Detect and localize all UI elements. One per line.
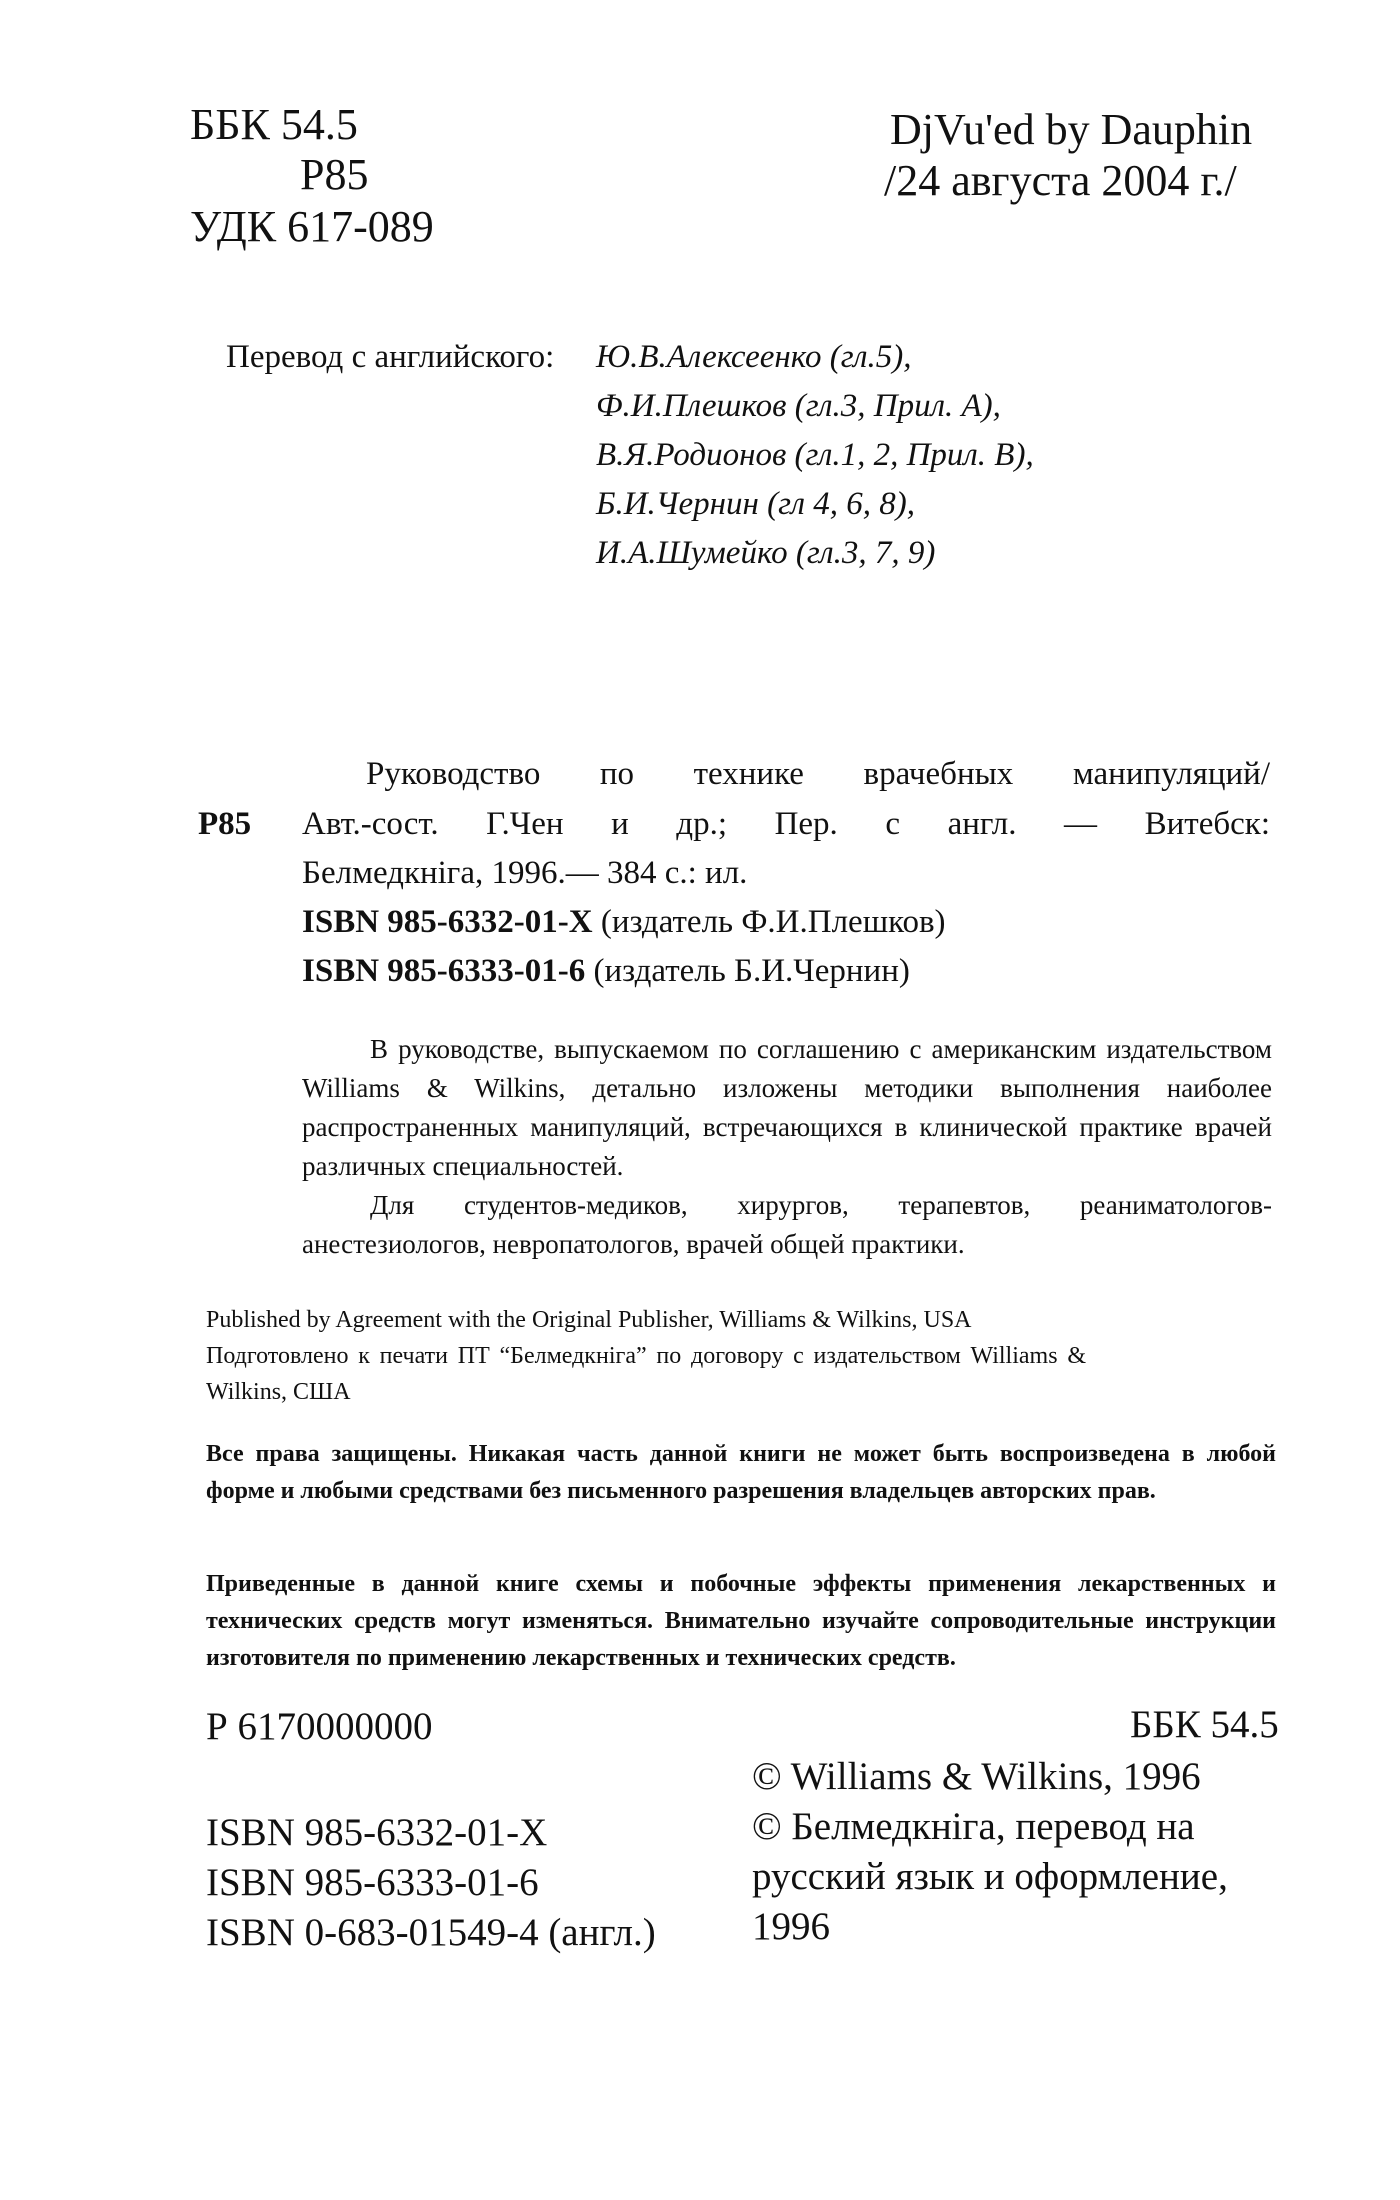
annotation-paragraph-1: В руководстве, выпускаемом по соглашению с американским издательством Williams & Wilkins, детально изложены методики выполнения наиболее распространенных манипуляций, встречающихся в клинической практике врачей различных специальностей. bbox=[302, 1034, 1272, 1181]
rights-notice: Все права защищены. Никакая часть данной книги не может быть воспроизведена в любой форме и любыми средствами без письменного разрешения владельцев авторских прав. bbox=[206, 1441, 1276, 1504]
publication-code: Р 6170000000 bbox=[206, 1705, 433, 1748]
isbn-number: ISBN 985-6333-01-6 bbox=[302, 953, 586, 989]
bibliography-line-2: Авт.-сост. Г.Чен и др.; Пер. с англ. — Витебск: bbox=[302, 806, 1270, 842]
isbn-number: ISBN 985-6332-01-X bbox=[302, 904, 593, 940]
published-by-notice: Published by Agreement with the Original Publisher, Williams & Wilkins, USA bbox=[206, 1307, 972, 1333]
translator-name: И.А.Шумейко (гл.3, 7, 9) bbox=[596, 535, 936, 571]
isbn-line-2 bbox=[302, 947, 910, 995]
copyright-belmedkniga-cont: русский язык и оформление, bbox=[752, 1855, 1228, 1898]
bibliography-line-1: Руководство по технике врачебных манипуляций/ bbox=[366, 756, 1270, 792]
translator-name: В.Я.Родионов (гл.1, 2, Прил. В), bbox=[596, 437, 1034, 473]
author-mark: Р85 bbox=[300, 150, 369, 199]
isbn-publisher: (издатель Ф.И.Плешков) bbox=[592, 904, 946, 940]
isbn-list-item: ISBN 985-6333-01-6 bbox=[206, 1861, 539, 1904]
bbk-code: ББК 54.5 bbox=[190, 100, 358, 149]
scan-note-line-1: DjVu'ed by Dauphin bbox=[890, 105, 1253, 154]
isbn-list-item: ISBN 985-6332-01-X bbox=[206, 1811, 548, 1854]
prepared-notice: Подготовлено к печати ПТ “Белмедкніга” по договору с издательством Williams & Wilkins, США bbox=[206, 1343, 1086, 1405]
isbn-line-1 bbox=[302, 898, 946, 946]
translator-name: Ф.И.Плешков (гл.3, Прил. А), bbox=[596, 388, 1001, 424]
isbn-list-item: ISBN 0-683-01549-4 (англ.) bbox=[206, 1911, 656, 1954]
translator-name: Ю.В.Алексеенко (гл.5), bbox=[596, 339, 912, 375]
isbn-publisher: (издатель Б.И.Чернин) bbox=[585, 953, 910, 989]
bibliography-mark: Р85 bbox=[198, 806, 252, 842]
copyright-williams-wilkins: © Williams & Wilkins, 1996 bbox=[752, 1755, 1201, 1798]
copyright-year: 1996 bbox=[752, 1905, 830, 1948]
scan-note-line-2: /24 августа 2004 г./ bbox=[884, 156, 1237, 205]
copyright-belmedkniga: © Белмедкніга, перевод на bbox=[752, 1805, 1195, 1848]
translators-label: Перевод с английского: bbox=[226, 339, 555, 375]
udk-code: УДК 617-089 bbox=[190, 202, 434, 251]
bottom-bbk-code: ББК 54.5 bbox=[1130, 1703, 1279, 1746]
bibliography-line-3: Белмедкніга, 1996.— 384 с.: ил. bbox=[302, 855, 748, 891]
translator-name: Б.И.Чернин (гл 4, 6, 8), bbox=[596, 486, 915, 522]
annotation-paragraph-2: Для студентов-медиков, хирургов, терапевтов, реаниматологов-анестезиологов, невропатологов, врачей общей практики. bbox=[302, 1190, 1272, 1259]
warning-notice: Приведенные в данной книге схемы и побочные эффекты применения лекарственных и технических средств могут изменяться. Внимательно изучайте сопроводительные инструкции изготовителя по применению лекарственных и технических средств. bbox=[206, 1571, 1276, 1671]
